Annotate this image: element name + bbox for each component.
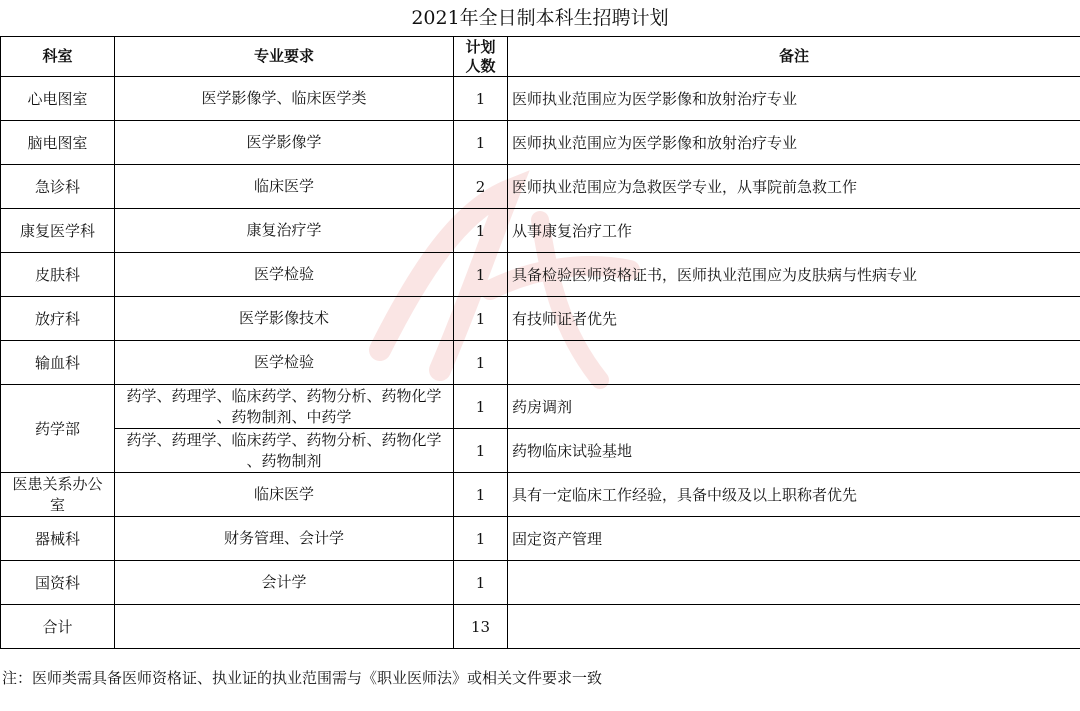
total-count-cell: 13 [454,605,508,649]
major-cell: 临床医学 [115,165,454,209]
dept-cell: 器械科 [1,517,115,561]
dept-cell: 放疗科 [1,297,115,341]
count-cell: 1 [454,561,508,605]
dept-cell: 脑电图室 [1,121,115,165]
major-cell: 临床医学 [115,473,454,517]
major-cell: 财务管理、会计学 [115,517,454,561]
count-cell: 1 [454,77,508,121]
note-cell: 医师执业范围应为医学影像和放射治疗专业 [508,77,1080,121]
footnote: 注：医师类需具备医师资格证、执业证的执业范围需与《职业医师法》或相关文件要求一致 [2,669,603,687]
major-line: 药学、药理学、临床药学、药物分析、药物化学 [126,386,442,405]
note-cell: 医师执业范围应为医学影像和放射治疗专业 [508,121,1080,165]
major-cell [115,605,454,649]
header-count-line1: 计划 [465,37,496,56]
table-row [1,341,1080,385]
count-cell: 1 [454,385,508,429]
major-line: 药学、药理学、临床药学、药物分析、药物化学 [126,430,442,449]
count-cell: 1 [454,121,508,165]
major-line: 、药物制剂、中药学 [216,407,352,426]
header-count [454,37,508,77]
note-cell: 具有一定临床工作经验，具备中级及以上职称者优先 [508,473,1080,517]
table-total-row [1,605,1080,649]
table-row [1,385,1080,429]
major-cell [115,429,454,473]
dept-cell: 急诊科 [1,165,115,209]
total-label-cell: 合计 [1,605,115,649]
table-row [1,517,1080,561]
note-cell: 医师执业范围应为急救医学专业，从事院前急救工作 [508,165,1080,209]
count-cell: 1 [454,253,508,297]
count-cell: 1 [454,297,508,341]
dept-cell [1,473,115,517]
table-row [1,561,1080,605]
count-cell: 1 [454,209,508,253]
table-title: 2021年全日制本科生招聘计划 [411,7,669,29]
note-cell: 药物临床试验基地 [508,429,1080,473]
dept-cell: 药学部 [1,385,115,473]
table-row [1,209,1080,253]
note-cell: 固定资产管理 [508,517,1080,561]
header-count-line2: 人数 [465,56,496,75]
table-row [1,473,1080,517]
table-row [1,77,1080,121]
count-cell: 1 [454,473,508,517]
table-row [1,297,1080,341]
count-cell: 1 [454,341,508,385]
dept-cell: 皮肤科 [1,253,115,297]
table-row [1,165,1080,209]
table-row [1,429,1080,473]
major-cell: 医学影像学 [115,121,454,165]
major-cell [115,385,454,429]
count-cell: 1 [454,517,508,561]
table-header-row [1,37,1080,77]
note-cell: 从事康复治疗工作 [508,209,1080,253]
dept-cell: 康复医学科 [1,209,115,253]
note-cell [508,341,1080,385]
dept-cell: 输血科 [1,341,115,385]
recruitment-table [0,36,1080,649]
note-cell: 有技师证者优先 [508,297,1080,341]
major-cell: 会计学 [115,561,454,605]
dept-line: 医患关系办公 [12,474,103,493]
dept-cell: 心电图室 [1,77,115,121]
header-major: 专业要求 [115,37,454,77]
major-line: 、药物制剂 [246,451,322,470]
header-dept: 科室 [1,37,115,77]
major-cell: 医学检验 [115,341,454,385]
table-row [1,253,1080,297]
major-cell: 康复治疗学 [115,209,454,253]
note-cell [508,605,1080,649]
count-cell: 1 [454,429,508,473]
dept-cell: 国资科 [1,561,115,605]
dept-line: 室 [49,495,65,514]
major-cell: 医学影像技术 [115,297,454,341]
count-cell: 2 [454,165,508,209]
header-note: 备注 [508,37,1080,77]
note-cell: 药房调剂 [508,385,1080,429]
note-cell: 具备检验医师资格证书，医师执业范围应为皮肤病与性病专业 [508,253,1080,297]
table-row [1,121,1080,165]
major-cell: 医学检验 [115,253,454,297]
note-cell [508,561,1080,605]
major-cell: 医学影像学、临床医学类 [115,77,454,121]
